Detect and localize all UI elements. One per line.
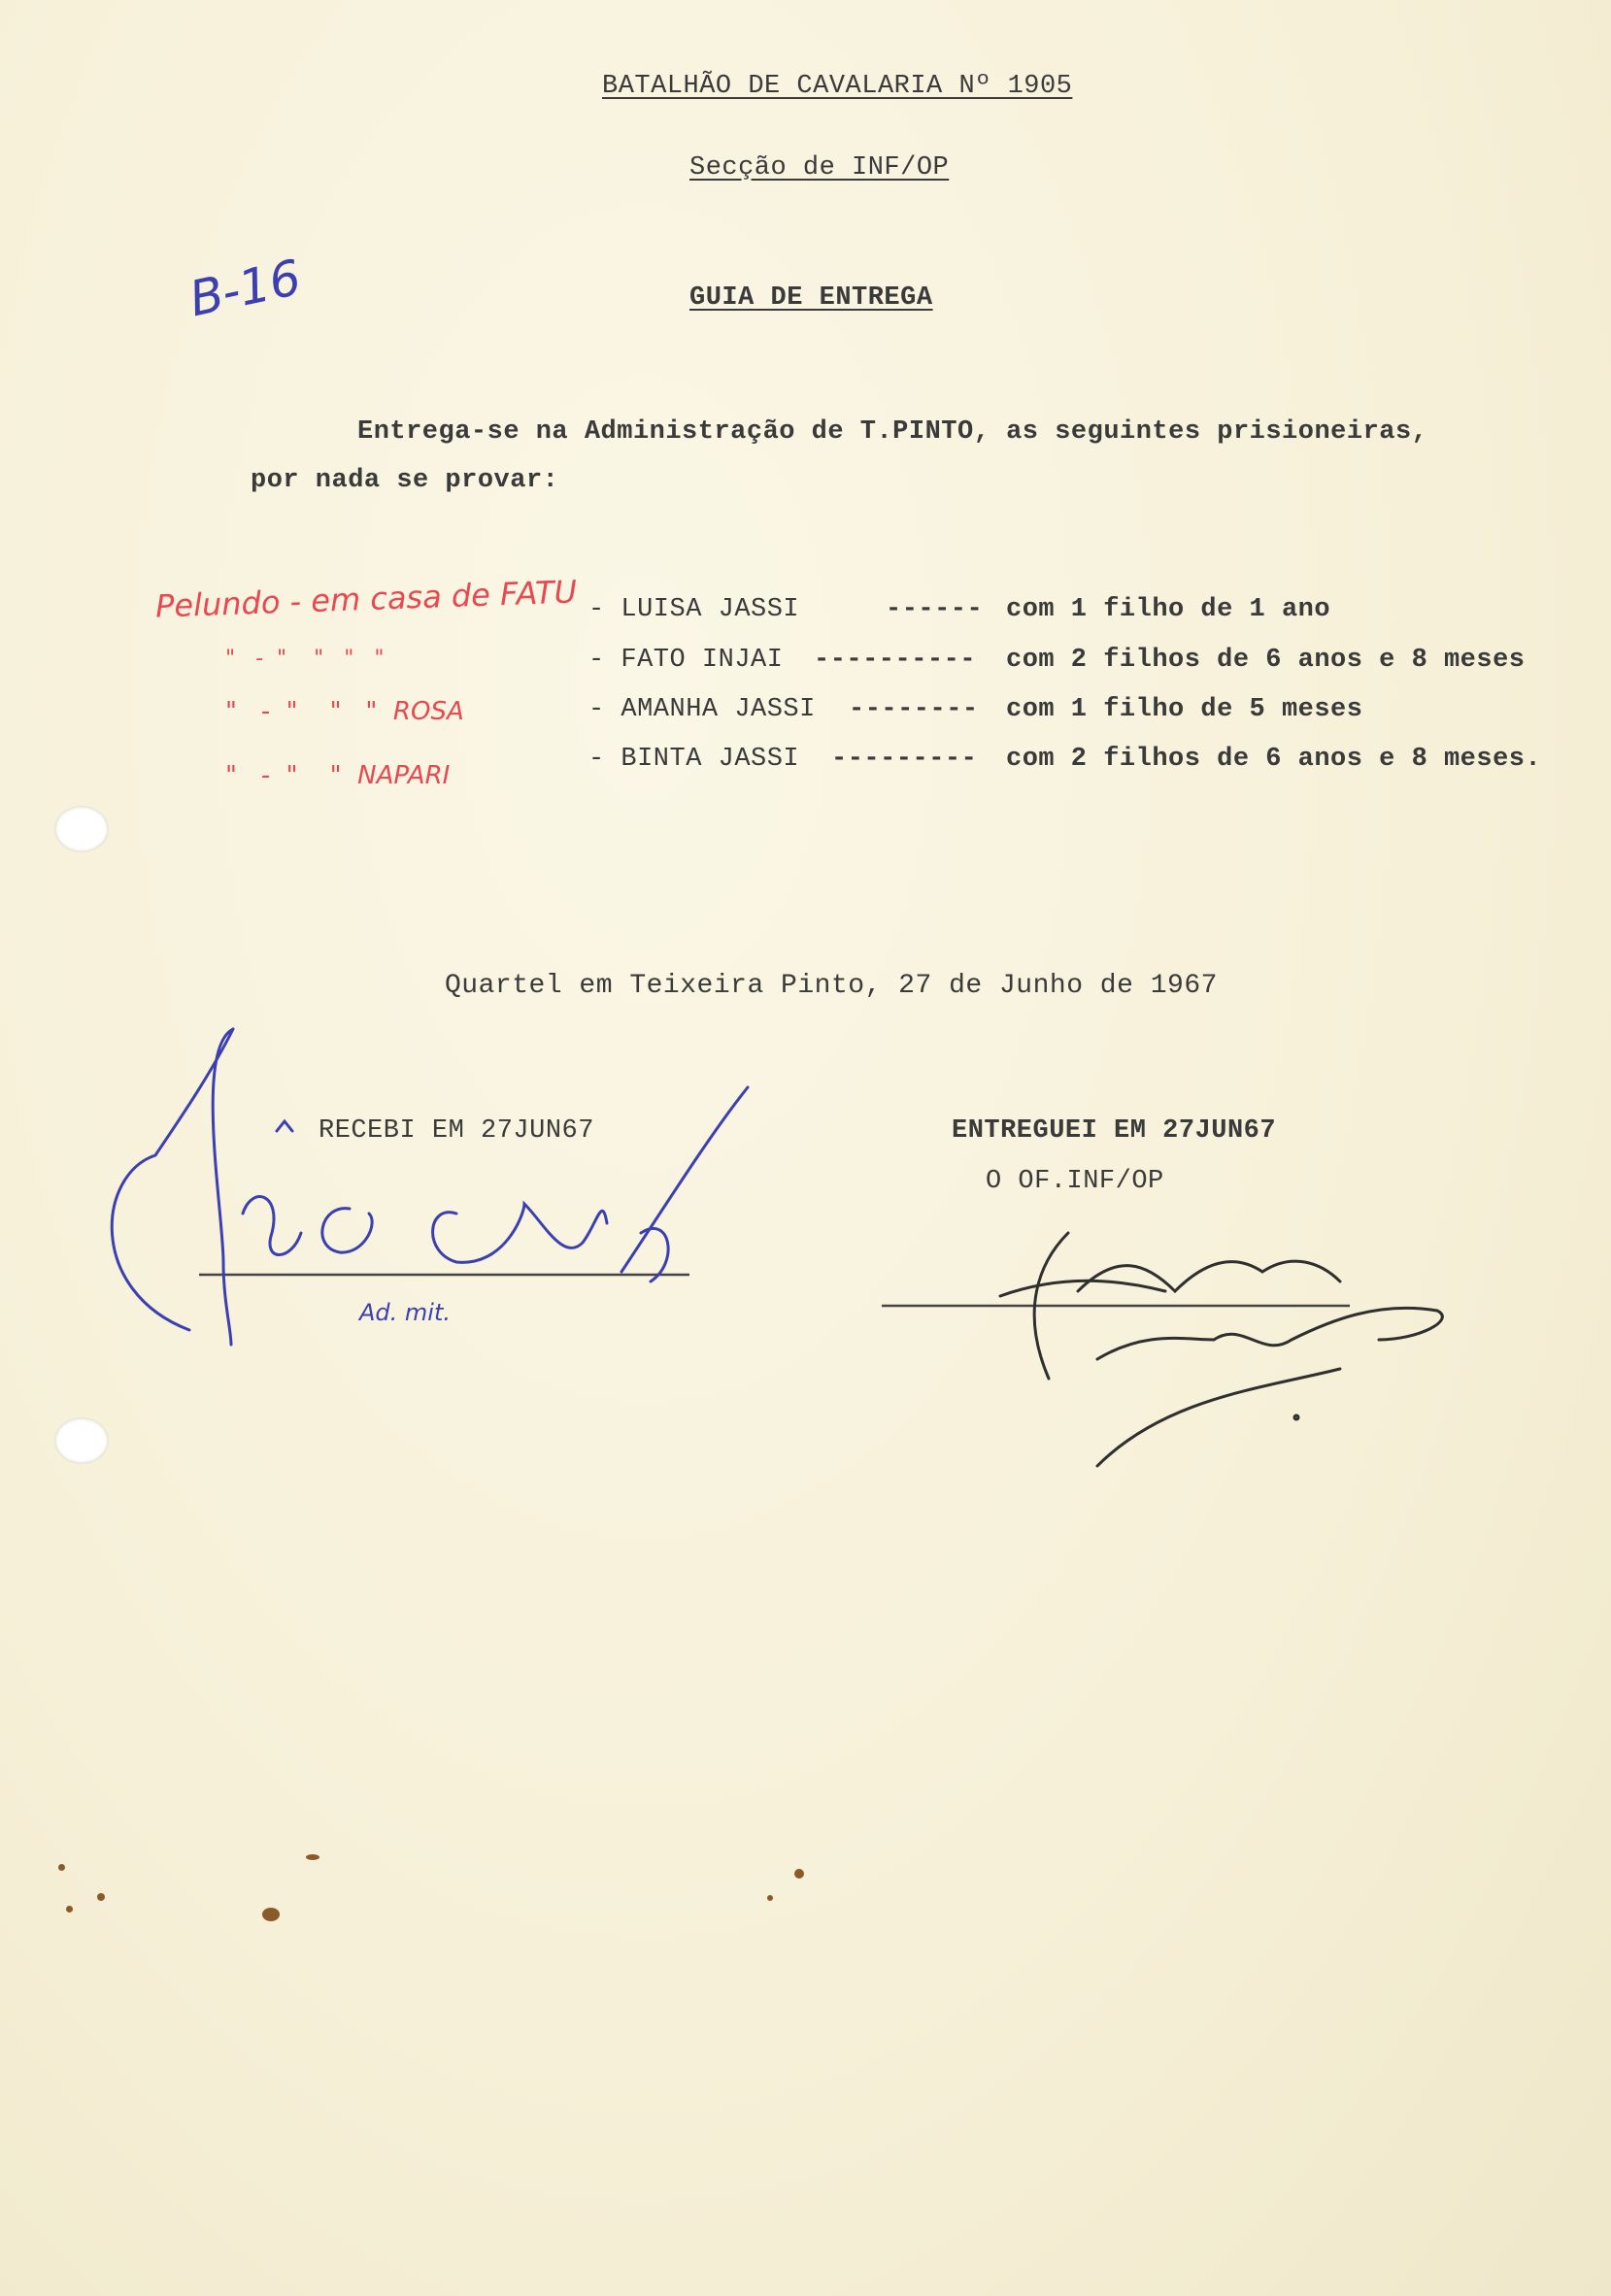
intro-line-2: por nada se provar: — [251, 466, 559, 495]
left-signature — [112, 1029, 748, 1345]
prisoner-name: - LUISA JASSI — [588, 595, 800, 624]
red-annotation-3: " - " " " ROSA — [225, 697, 464, 726]
prisoner-detail: com 2 filhos de 6 anos e 8 meses — [1006, 646, 1526, 675]
signer-title: Ad. mit. — [359, 1299, 451, 1326]
reference-annotation: B-16 — [185, 249, 306, 328]
delivered-stamp: ENTREGUEI EM 27JUN67 — [952, 1116, 1277, 1146]
prisoner-name: - AMANHA JASSI — [588, 695, 816, 724]
right-signature — [1000, 1233, 1442, 1466]
document-title: GUIA DE ENTREGA — [689, 283, 933, 313]
red-annotation-1: Pelundo - em casa de FATU — [154, 573, 578, 625]
received-stamp: RECEBI EM 27JUN67 — [319, 1116, 594, 1146]
prisoner-dashes: ---------- — [814, 646, 977, 675]
section-heading: Secção de INF/OP — [689, 153, 950, 183]
intro-line-1: Entrega-se na Administração de T.PINTO, as seguintes prisioneiras, — [357, 417, 1428, 447]
prisoner-detail: com 1 filho de 1 ano — [1006, 595, 1331, 624]
prisoner-dashes: --------- — [831, 745, 978, 774]
place-date: Quartel em Teixeira Pinto, 27 de Junho de 1967 — [445, 971, 1218, 1001]
officer-title: O OF.INF/OP — [986, 1167, 1164, 1196]
prisoner-dashes: -------- — [849, 695, 979, 724]
prisoner-dashes: ------ — [886, 595, 984, 624]
red-annotation-4: " - " " NAPARI — [225, 761, 451, 790]
prisoner-name: - FATO INJAI — [588, 646, 784, 675]
prisoner-detail: com 1 filho de 5 meses — [1006, 695, 1363, 724]
prisoner-name: - BINTA JASSI — [588, 745, 800, 774]
prisoner-detail: com 2 filhos de 6 anos e 8 meses. — [1006, 745, 1542, 774]
red-annotation-2: " - " " " " — [225, 647, 385, 671]
unit-heading: BATALHÃO DE CAVALARIA Nº 1905 — [602, 72, 1073, 101]
